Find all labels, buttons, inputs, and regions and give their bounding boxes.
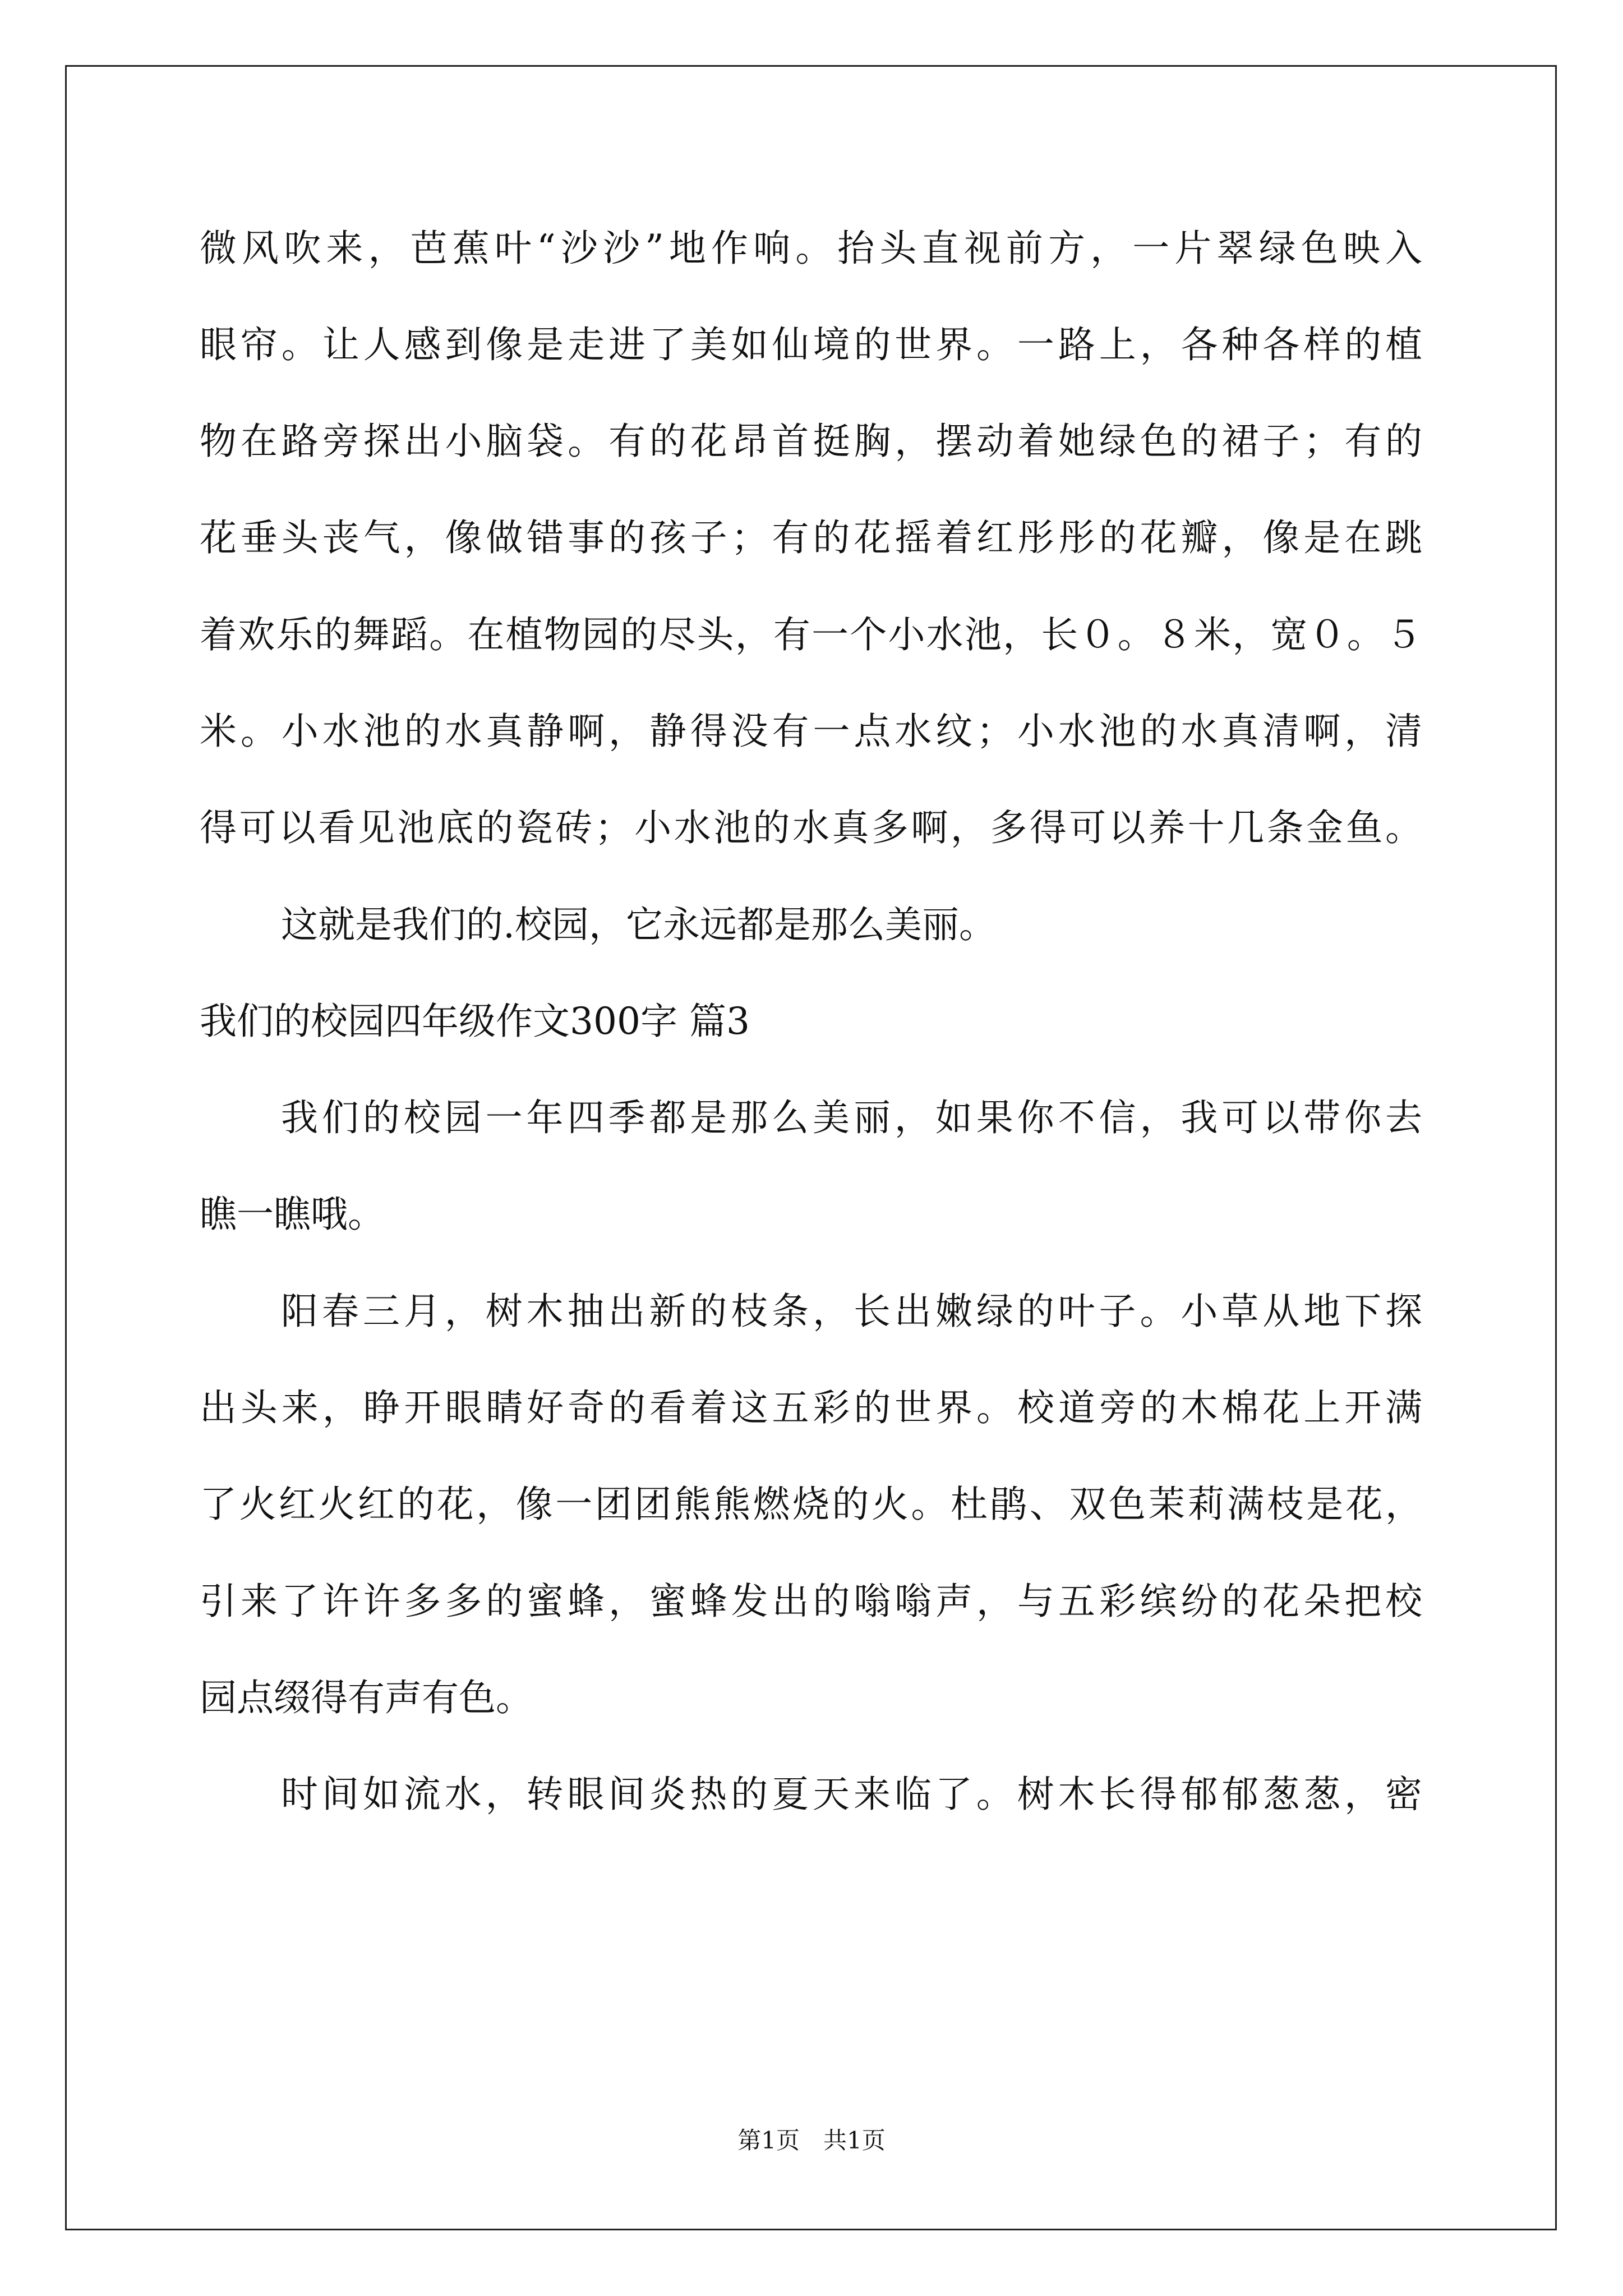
text-line: 眼帘。让人感到像是走进了美如仙境的世界。一路上，各种各样的植 (200, 323, 1422, 366)
page-footer: 第1页 共1页 (737, 2127, 886, 2154)
text-line: 出头来，睁开眼睛好奇的看着这五彩的世界。校道旁的木棉花上开满 (200, 1386, 1422, 1429)
text-line: 得可以看见池底的瓷砖；小水池的水真多啊，多得可以养十几条金鱼。 (200, 806, 1422, 849)
page-border (65, 65, 1557, 2230)
paragraph-line: 阳春三月，树木抽出新的枝条，长出嫩绿的叶子。小草从地下探 (281, 1290, 1422, 1333)
text-line: 物在路旁探出小脑袋。有的花昂首挺胸，摆动着她绿色的裙子；有的 (200, 420, 1422, 463)
text-line: 花垂头丧气，像做错事的孩子；有的花摇着红彤彤的花瓣，像是在跳 (200, 516, 1422, 559)
paragraph-line: 我们的校园一年四季都是那么美丽，如果你不信，我可以带你去 (281, 1096, 1422, 1139)
text-line: 园点缀得有声有色。 (200, 1676, 533, 1719)
text-line: 米。小水池的水真静啊，静得没有一点水纹；小水池的水真清啊，清 (200, 710, 1422, 753)
text-line: 了火红火红的花，像一团团熊熊燃烧的火。杜鹃、双色茉莉满枝是花， (200, 1483, 1422, 1526)
text-line: 着欢乐的舞蹈。在植物园的尽头，有一个小水池，长０。８米，宽０。５ (200, 613, 1422, 656)
paragraph-line: 时间如流水，转眼间炎热的夏天来临了。树木长得郁郁葱葱，密 (281, 1773, 1422, 1816)
text-line: 引来了许许多多的蜜蜂，蜜蜂发出的嗡嗡声，与五彩缤纷的花朵把校 (200, 1580, 1422, 1623)
text-line: 瞧一瞧哦。 (200, 1193, 385, 1236)
section-heading: 我们的校园四年级作文300字 篇3 (200, 1000, 750, 1043)
paragraph-line: 这就是我们的.校园，它永远都是那么美丽。 (281, 903, 996, 946)
text-line: 微风吹来，芭蕉叶“沙沙”地作响。抬头直视前方，一片翠绿色映入 (200, 227, 1422, 270)
